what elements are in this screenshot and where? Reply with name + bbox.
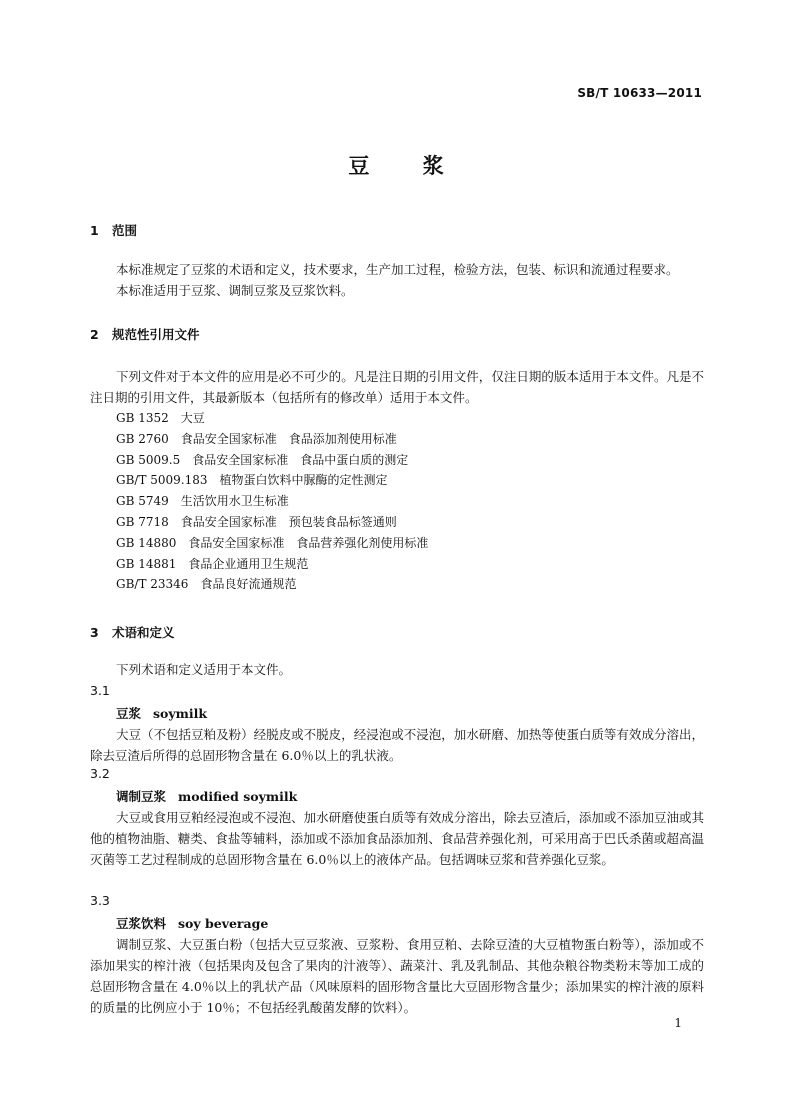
section-3-intro: [90, 659, 704, 680]
reference-item: [116, 533, 428, 554]
section-3-title: 术语和定义: [112, 625, 175, 640]
paragraph: 本标准规定了豆浆的术语和定义，技术要求，生产加工过程，检验方法，包装、标识和流通过程要求。: [116, 262, 679, 277]
reference-code: GB 2760: [116, 431, 169, 446]
term-chinese: 调制豆浆: [116, 789, 167, 804]
paragraph: 本标准适用于豆浆、调制豆浆及豆浆饮料。: [116, 283, 354, 298]
reference-code: GB 14881: [116, 556, 177, 571]
section-1-heading: [90, 221, 137, 239]
term-english: soymilk: [153, 706, 208, 721]
reference-code: GB 14880: [116, 535, 177, 550]
paragraph: 下列术语和定义适用于本文件。: [116, 662, 292, 677]
reference-title: 食品安全国家标准 食品营养强化剂使用标准: [188, 535, 429, 550]
section-3-heading: [90, 623, 175, 641]
section-1-title: 范围: [112, 223, 138, 238]
reference-code: GB 5749: [116, 494, 169, 509]
reference-item: [116, 574, 428, 595]
term-definition: [90, 724, 704, 766]
paragraph: 大豆或食用豆粕经浸泡或不浸泡、加水研磨使蛋白质等有效成分溶出，除去豆渣后，添加或不添加豆油或其他的植物油脂、糖类、食盐等辅料，添加或不添加食品添加剂、食品营养强化剂，可采用高于巴氏杀菌或超高温灭菌等工艺过程制成的总固形物含量在 6.0％以上的液体产品。包括调味豆浆和营养强化豆浆。: [90, 810, 704, 867]
term-chinese: 豆浆饮料: [116, 916, 167, 931]
reference-title: 食品安全国家标准 食品中蛋白质的测定: [192, 452, 409, 467]
reference-item: [116, 512, 428, 533]
term-english: soy beverage: [178, 916, 269, 931]
section-1-body: [90, 259, 704, 301]
term-chinese: 豆浆: [116, 706, 142, 721]
reference-code: GB 1352: [116, 411, 169, 425]
section-3-number: 3: [90, 625, 99, 640]
reference-title: 食品良好流通规范: [200, 577, 297, 592]
page-number: 1: [674, 1016, 682, 1030]
paragraph: 大豆（不包括豆粕及粉）经脱皮或不脱皮，经浸泡或不浸泡，加水研磨、加热等使蛋白质等有效成分溶出，除去豆渣后所得的总固形物含量在 6.0％以上的乳状液。: [90, 727, 704, 763]
section-1-number: 1: [90, 223, 99, 238]
term-definition: [90, 934, 704, 1018]
section-2-intro: [90, 366, 704, 408]
reference-item: [116, 408, 428, 429]
reference-code: GB 5009.5: [116, 452, 181, 467]
reference-item: [116, 470, 428, 491]
term-number: 3.2: [90, 766, 110, 781]
reference-title: 生活饮用水卫生标准: [180, 494, 289, 509]
reference-code: GB/T 23346: [116, 577, 189, 592]
standard-number: SB/T 10633—2011: [577, 86, 702, 100]
paragraph: 下列文件对于本文件的应用是必不可少的。凡是注日期的引用文件，仅注日期的版本适用于本文件。凡是不注日期的引用文件，其最新版本（包括所有的修改单）适用于本文件。: [90, 369, 704, 405]
reference-title: 植物蛋白饮料中脲酶的定性测定: [219, 473, 388, 488]
reference-item: [116, 491, 428, 512]
reference-code: GB 7718: [116, 514, 169, 529]
reference-item: [116, 554, 428, 575]
reference-item: [116, 429, 428, 450]
reference-title: 食品安全国家标准 食品添加剂使用标准: [180, 431, 397, 446]
term-number: 3.1: [90, 683, 110, 698]
section-2-title: 规范性引用文件: [112, 327, 200, 342]
section-2-number: 2: [90, 327, 99, 342]
reference-list: [116, 408, 428, 595]
term-heading: [116, 787, 297, 805]
reference-code: GB/T 5009.183: [116, 473, 208, 488]
term-definition: [90, 807, 704, 870]
reference-title: 食品安全国家标准 预包装食品标签通则: [180, 514, 397, 529]
term-heading: [116, 914, 268, 932]
reference-title: 食品企业通用卫生规范: [188, 556, 309, 571]
reference-title: 大豆: [180, 411, 205, 425]
section-2-heading: [90, 325, 200, 343]
document-title: 豆 浆: [348, 154, 444, 178]
paragraph: 调制豆浆、大豆蛋白粉（包括大豆豆浆液、豆浆粉、食用豆粕、去除豆渣的大豆植物蛋白粉等），添加或不添加果实的榨汁液（包括果肉及包含了果肉的汁液等）、蔬菜汁、乳及乳制品、其他杂粮谷物类粉末等加工成的总固形物含量在 4.0％以上的乳状产品（风味原料的固形物含量比大豆固形物含量少；添加果实的榨汁液的原料的质量的比例应小于 10％；不包括经乳酸菌发酵的饮料）。: [90, 937, 704, 1015]
term-english: modified soymilk: [178, 789, 298, 804]
reference-item: [116, 450, 428, 471]
term-number: 3.3: [90, 893, 110, 908]
term-heading: [116, 704, 207, 722]
